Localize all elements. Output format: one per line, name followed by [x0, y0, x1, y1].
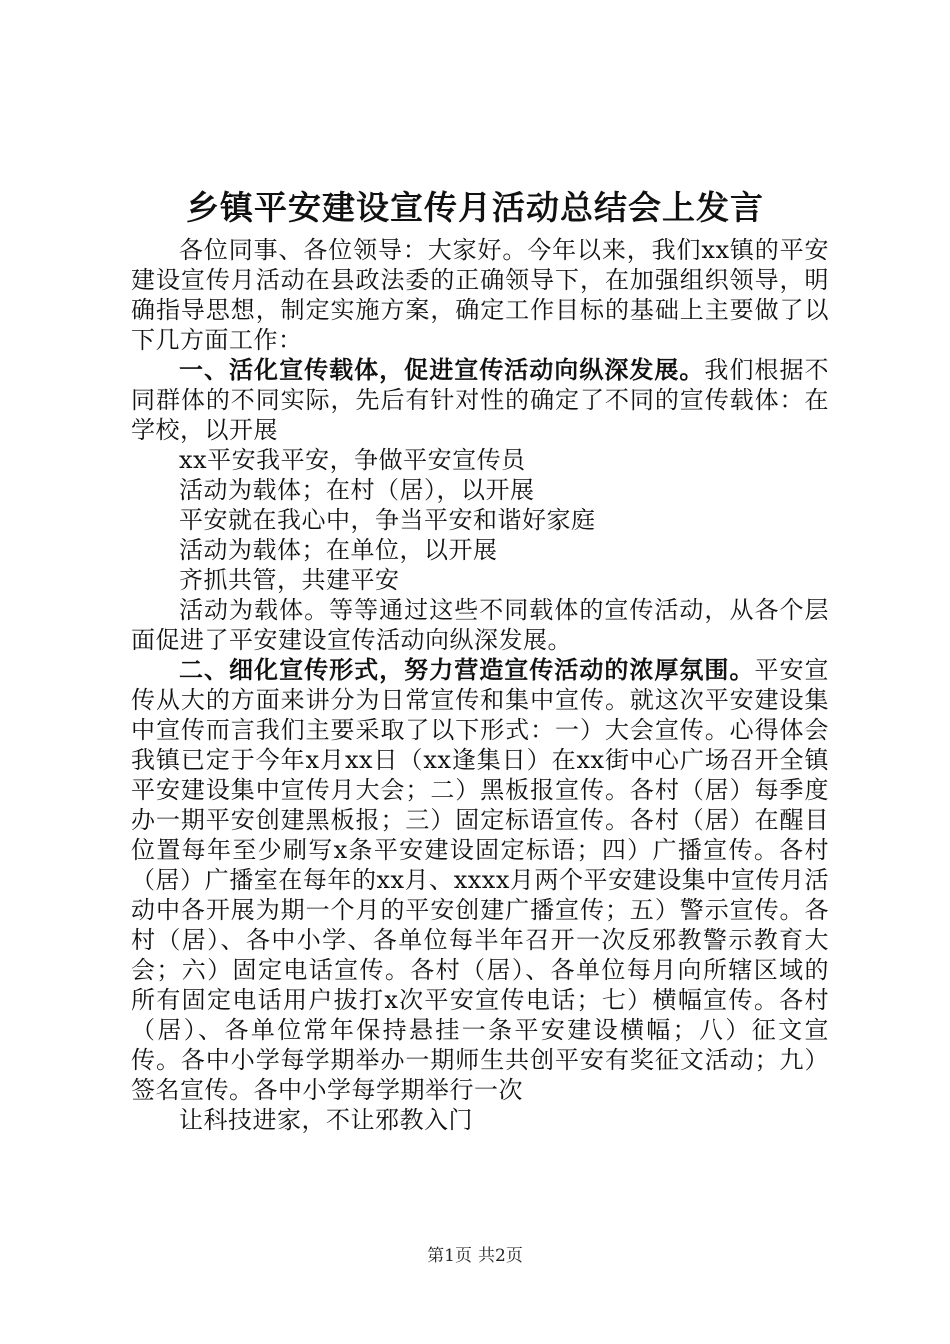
paragraph-text: 齐抓共管，共建平安 [179, 566, 400, 594]
paragraph-text: xx平安我平安，争做平安宣传员 [179, 446, 526, 474]
paragraph-heading: 一、活化宣传载体，促进宣传活动向纵深发展。 [179, 355, 705, 384]
paragraph [131, 355, 829, 445]
paragraph-text: 活动为载体；在村（居），以开展 [179, 476, 535, 504]
document-title: 乡镇平安建设宣传月活动总结会上发言 [186, 188, 764, 227]
paragraph-text: 让科技进家，不让邪教入门 [179, 1106, 473, 1134]
paragraph-text: 活动为载体。等等通过这些不同载体的宣传活动，从各个层面促进了平安建设宣传活动向纵深发展。 [131, 596, 829, 654]
paragraph [131, 445, 829, 475]
paragraph-text: 活动为载体；在单位，以开展 [179, 536, 498, 564]
paragraph [131, 655, 829, 1105]
paragraph-heading: 二、细化宣传形式，努力营造宣传活动的浓厚氛围。 [179, 655, 755, 684]
paragraph-text: 平安宣传从大的方面来讲分为日常宣传和集中宣传。就这次平安建设集中宣传而言我们主要采取了以下形式：一）大会宣传。心得体会我镇已定于今年x月xx日（xx逢集日）在xx街中心广场召开全镇平安建设集中宣传月大会；二）黑板报宣传。各村（居）每季度办一期平安创建黑板报；三）固定标语宣传。各村（居）在醒目位置每年至少刷写x条平安建设固定标语；四）广播宣传。各村（居）广播室在每年的xx月、xxxx月两个平安建设集中宣传月活动中各开展为期一个月的平安创建广播宣传；五）警示宣传。各村（居）、各中小学、各单位每半年召开一次反邪教警示教育大会；六）固定电话宣传。各村（居）、各单位每月向所辖区域的所有固定电话用户拔打x次平安宣传电话；七）横幅宣传。各村（居）、各单位常年保持悬挂一条平安建设横幅；八）征文宣传。各中小学每学期举办一期师生共创平安有奖征文活动；九）签名宣传。各中小学每学期举行一次 [131, 656, 830, 1104]
paragraph-text: 各位同事、各位领导：大家好。今年以来，我们xx镇的平安建设宣传月活动在县政法委的正确领导下，在加强组织领导，明确指导思想，制定实施方案，确定工作目标的基础上主要做了以下几方面工作： [131, 236, 829, 354]
paragraph-text: 平安就在我心中，争当平安和谐好家庭 [179, 506, 596, 534]
page-number: 第1页 [427, 1246, 472, 1266]
paragraph [131, 1105, 829, 1135]
paragraph-text: 我们根据不同群体的不同实际，先后有针对性的确定了不同的宣传载体：在学校，以开展 [131, 356, 830, 444]
paragraph [131, 475, 829, 505]
page-footer [0, 1244, 950, 1268]
paragraph [131, 595, 829, 655]
paragraph [131, 535, 829, 565]
paragraph [131, 505, 829, 535]
page-total: 共2页 [478, 1246, 523, 1266]
paragraph [131, 565, 829, 595]
document-body [131, 235, 829, 1135]
paragraph [131, 235, 829, 355]
